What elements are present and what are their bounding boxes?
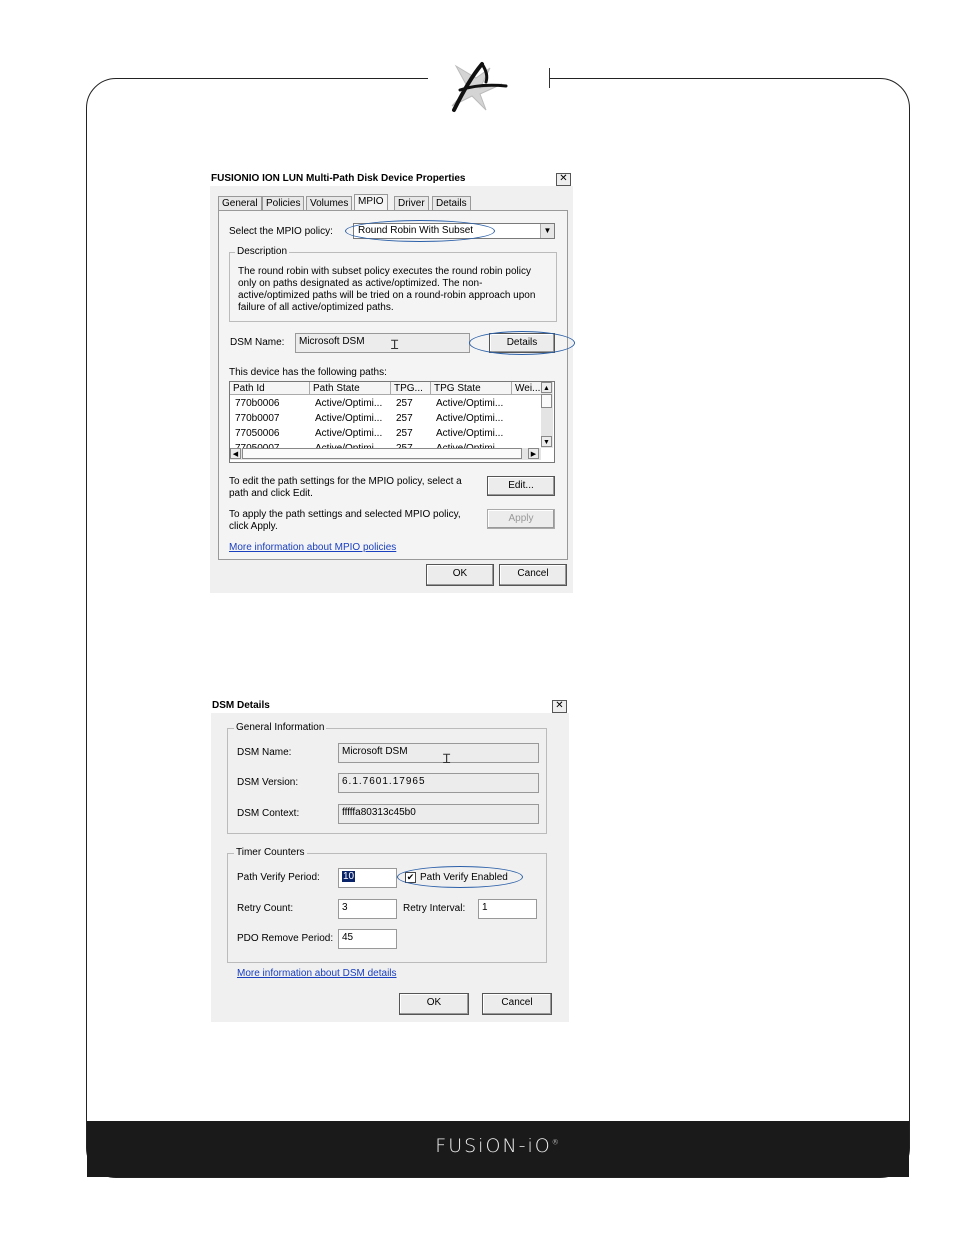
ok-button[interactable]: OK (426, 564, 494, 586)
dsm-details-dialog (211, 699, 569, 1022)
tpg-cell: 257 (396, 398, 413, 409)
retry-interval-value: 1 (482, 902, 488, 913)
dsm-version-value: 6.1.7601.17965 (342, 776, 426, 787)
apply-instructions: To apply the path settings and selected MPIO policy, click Apply. (229, 509, 461, 532)
dsm-name-value: Microsoft DSM (342, 746, 408, 757)
mpio-properties-dialog (210, 172, 573, 593)
column-header-weight[interactable]: Wei... (512, 382, 542, 395)
dsm-name-field (295, 333, 470, 353)
dsm-context-label: DSM Context: (237, 808, 300, 819)
path-verify-period-label: Path Verify Period: (237, 872, 320, 883)
dsm-name-field (338, 743, 539, 763)
retry-interval-label: Retry Interval: (403, 903, 466, 914)
tab-volumes[interactable]: Volumes (306, 196, 352, 210)
retry-count-label: Retry Count: (237, 903, 294, 914)
tpg-state-cell (431, 441, 512, 448)
tpg-state-cell: Active/Optimi... (436, 413, 504, 424)
pdo-remove-period-value: 45 (342, 932, 354, 943)
pdo-remove-period-label: PDO Remove Period: (237, 933, 334, 944)
dsm-name-value: Microsoft DSM (299, 336, 365, 347)
paths-list[interactable] (229, 381, 555, 463)
edit-button[interactable]: Edit... (487, 476, 555, 496)
tab-general[interactable]: General (218, 196, 262, 210)
path-state-cell: Active/Optimi... (315, 413, 383, 424)
scroll-thumb[interactable] (541, 394, 552, 408)
tab-mpio[interactable]: MPIO (354, 194, 388, 211)
mpio-tab-panel (218, 210, 568, 560)
description-legend: Description (237, 246, 288, 257)
tpg-state-cell: Active/Optimi... (436, 398, 504, 409)
scroll-thumb[interactable] (242, 448, 522, 459)
dsm-context-value: fffffa80313c45b0 (342, 807, 416, 818)
paths-label: This device has the following paths: (229, 367, 387, 378)
dialog-title: DSM Details (211, 699, 569, 713)
path-id-cell (230, 441, 310, 448)
text-cursor-icon: Ɪ (391, 337, 399, 352)
cancel-button[interactable]: Cancel (499, 564, 567, 586)
tab-policies[interactable]: Policies (262, 196, 304, 210)
ok-button[interactable]: OK (399, 993, 469, 1015)
highlight-oval-policy (345, 220, 495, 242)
tpg-cell: 257 (396, 428, 413, 439)
footer-band (87, 1121, 909, 1177)
mpio-policies-info-link[interactable]: More information about MPIO policies (229, 542, 397, 553)
general-information-legend: General Information (236, 722, 325, 733)
highlight-oval-details (469, 331, 575, 355)
path-id-cell: 770b0007 (235, 413, 280, 424)
dsm-details-info-link[interactable]: More information about DSM details (237, 968, 397, 979)
pdo-remove-period-input[interactable] (338, 929, 397, 949)
header-divider-tick (549, 68, 550, 88)
path-state-cell (310, 441, 391, 448)
text-cursor-icon: Ɪ (443, 751, 451, 766)
dsm-version-label: DSM Version: (237, 777, 299, 788)
close-icon[interactable]: ✕ (556, 173, 571, 186)
retry-count-input[interactable] (338, 899, 397, 919)
apply-button[interactable]: Apply (487, 509, 555, 529)
scroll-up-icon[interactable]: ▲ (541, 382, 552, 393)
brand-logo-icon (446, 60, 510, 114)
column-header-path-id[interactable]: Path Id (230, 382, 310, 395)
scroll-right-icon[interactable]: ▶ (528, 448, 539, 459)
scroll-down-icon[interactable]: ▼ (541, 436, 552, 447)
scroll-left-icon[interactable]: ◀ (230, 448, 241, 459)
tab-driver[interactable]: Driver (394, 196, 429, 210)
policy-label: Select the MPIO policy: (229, 226, 333, 237)
column-header-path-state[interactable]: Path State (310, 382, 391, 395)
dsm-name-label: DSM Name: (237, 747, 292, 758)
dsm-context-field (338, 804, 539, 824)
policy-selected-value: Round Robin With Subset (358, 225, 474, 236)
vertical-scrollbar[interactable] (541, 382, 553, 448)
close-icon[interactable]: ✕ (552, 700, 567, 713)
path-state-cell: Active/Optimi... (315, 428, 383, 439)
tab-details[interactable]: Details (432, 196, 471, 210)
chevron-down-icon[interactable]: ▼ (540, 224, 554, 238)
path-verify-period-input[interactable] (338, 868, 397, 888)
column-header-tpg[interactable]: TPG... (391, 382, 431, 395)
path-id-cell: 77050006 (235, 428, 280, 439)
details-button[interactable]: Details (489, 333, 555, 353)
cancel-button[interactable]: Cancel (482, 993, 552, 1015)
tpg-cell: 257 (396, 413, 413, 424)
path-verify-enabled-checkbox[interactable]: ✔ (406, 872, 415, 882)
path-state-cell: Active/Optimi... (315, 398, 383, 409)
tpg-cell (391, 441, 431, 448)
retry-interval-input[interactable] (478, 899, 537, 919)
horizontal-scrollbar[interactable] (230, 448, 541, 460)
retry-count-value: 3 (342, 902, 348, 913)
dialog-title: FUSIONIO ION LUN Multi-Path Disk Device Properties (210, 172, 573, 186)
path-verify-period-value: 10 (343, 871, 355, 882)
path-verify-enabled-label: Path Verify Enabled (420, 872, 508, 883)
dsm-version-field (338, 773, 539, 793)
footer-logo: FUSiON-iO® (435, 1135, 561, 1157)
column-header-tpg-state[interactable]: TPG State (431, 382, 512, 395)
edit-instructions: To edit the path settings for the MPIO policy, select a path and click Edit. (229, 476, 462, 499)
dsm-name-label: DSM Name: (230, 337, 285, 348)
tpg-state-cell: Active/Optimi... (436, 428, 504, 439)
description-text: The round robin with subset policy executes the round robin policy only on paths designated as active/optimized. The non-active/optimized paths will be tried on a round-robin approach upon failure of all active/optimized paths. (238, 266, 536, 313)
timer-counters-legend: Timer Counters (236, 847, 305, 858)
path-id-cell: 770b0006 (235, 398, 280, 409)
highlight-oval-path-verify (397, 866, 523, 888)
